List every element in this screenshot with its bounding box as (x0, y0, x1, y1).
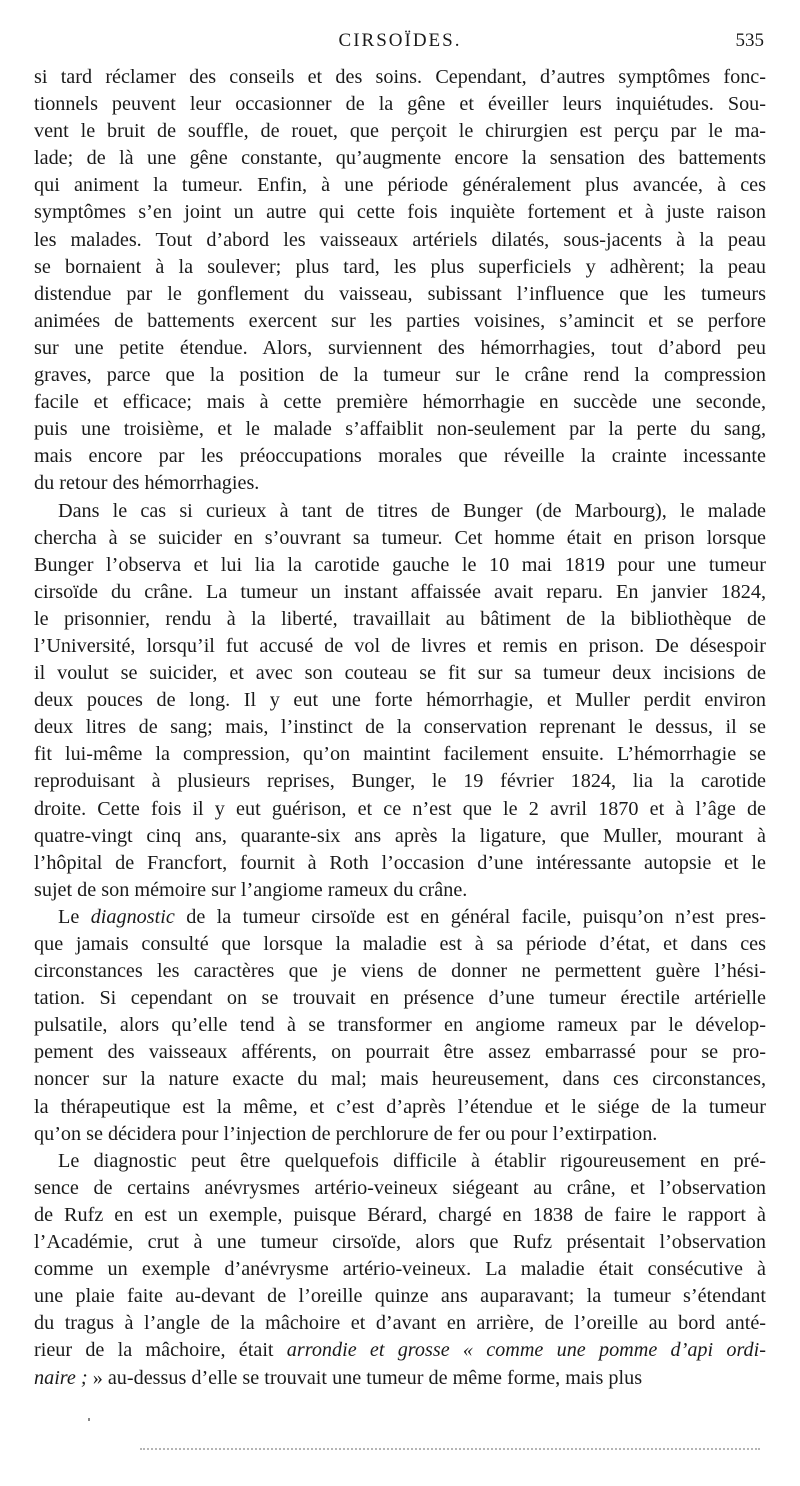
text-line: l’Université, lorsqu’il fut accusé de vol de livres et remis en prison. De désespoir (34, 634, 766, 657)
text-line: l’hôpital de Francfort, fournit à Roth l’occasion d’une intéressante autopsie et le (34, 851, 766, 874)
page-number: 535 (735, 30, 764, 51)
text-line: quatre-vingt cinq ans, quarante-six ans après la ligature, que Muller, mourant à (34, 824, 766, 847)
paragraph-symptoms (34, 64, 766, 498)
text-line: reproduisant à plusieurs reprises, Bunger, le 19 février 1824, lia la carotide (34, 770, 766, 793)
text-line: tation. Si cependant on se trouvait en présence d’une tumeur érectile artérielle (34, 987, 766, 1010)
text-line: qui animent la tumeur. Enfin, à une période généralement plus avancée, à ces (34, 174, 766, 197)
print-speck (88, 1418, 90, 1421)
text-line: pement des vaisseaux afférents, on pourrait être assez embarrassé pour se pro- (34, 1041, 766, 1064)
text-line: comme un exemple d’anévrysme artério-veineux. La maladie était consécutive à (34, 1258, 766, 1281)
text-line: une plaie faite au-devant de l’oreille quinze ans auparavant; la tumeur s’étendant (34, 1285, 766, 1308)
text-line: pulsatile, alors qu’elle tend à se transformer en angiome rameux par le dévelop- (34, 1014, 766, 1037)
text-line: cirsoïde du crâne. La tumeur un instant affaissée avait reparu. En janvier 1824, (34, 580, 766, 603)
text-line: sence de certains anévrysmes artério-veineux siégeant au crâne, et l’observation (34, 1176, 766, 1199)
bottom-print-noise (140, 1448, 760, 1452)
text-line: lade; de là une gêne constante, qu’augmente encore la sensation des battements (34, 147, 766, 170)
text-line: se bornaient à la soulever; plus tard, les plus superficiels y adhèrent; la peau (34, 255, 766, 278)
running-title: CIRSOÏDES. (338, 30, 462, 51)
text-line: naire ; » au-dessus d’elle se trouvait une tumeur de même forme, mais plus (34, 1366, 643, 1389)
text-line: la thérapeutique est la même, et c’est d’après l’étendue et le siége de la tumeur (34, 1095, 766, 1118)
text-line: deux pouces de long. Il y eut une forte hémorrhagie, et Muller perdit environ (34, 689, 766, 712)
text-line: les malades. Tout d’abord les vaisseaux artériels dilatés, sous-jacents à la peau (34, 228, 766, 251)
text-line: distendue par le gonflement du vaisseau, subissant l’influence que les tumeurs (34, 282, 766, 305)
text-line: sur une petite étendue. Alors, surviennent des hémorrhagies, tout d’abord peu (34, 336, 766, 359)
text-line: le prisonnier, rendu à la liberté, travaillait au bâtiment de la bibliothèque de (34, 607, 766, 630)
text-line: Le diagnostic peut être quelquefois difficile à établir rigoureusement en pré- (58, 1149, 766, 1172)
text-line: symptômes s’en joint un autre qui cette fois inquiète fortement et à juste raison (34, 201, 766, 224)
text-line: mais encore par les préoccupations morales que réveille la crainte incessante (34, 445, 766, 468)
text-line: de Rufz en est un exemple, puisque Bérard, chargé en 1838 de faire le rapport à (34, 1203, 766, 1226)
text-line: qu’on se décidera pour l’injection de perchlorure de fer ou pour l’extirpation. (34, 1122, 658, 1145)
text-line: du tragus à l’angle de la mâchoire et d’avant en arrière, de l’oreille au bord anté- (34, 1312, 766, 1335)
text-line: vent le bruit de souffle, de rouet, que perçoit le chirurgien est perçu par le ma- (34, 120, 766, 143)
text-line: il voulut se suicider, et avec son couteau se fit sur sa tumeur deux incisions de (34, 662, 766, 685)
text-line: animées de battements exercent sur les parties voisines, s’amincit et se perfore (34, 309, 766, 332)
body-text (34, 64, 766, 1392)
paragraph-diagnostic (34, 904, 766, 1148)
text-line: Le diagnostic de la tumeur cirsoïde est en général facile, puisqu’on n’est pres- (58, 905, 766, 928)
text-line: l’Académie, crut à une tumeur cirsoïde, alors que Rufz présentait l’observation (34, 1231, 766, 1254)
page-header (0, 30, 800, 60)
text-line: du retour des hémorrhagies. (34, 472, 260, 495)
text-line: chercha à se suicider en s’ouvrant sa tumeur. Cet homme était en prison lorsque (34, 526, 766, 549)
text-line: circonstances les caractères que je viens de donner ne permettent guère l’hési- (34, 960, 766, 983)
text-line: Dans le cas si curieux à tant de titres de Bunger (de Marbourg), le malade (58, 499, 766, 522)
text-line: si tard réclamer des conseils et des soins. Cependant, d’autres symptômes fonc- (34, 66, 766, 88)
text-line: fit lui-même la compression, qu’on maintint facilement ensuite. L’hémorrhagie se (34, 743, 766, 766)
text-line: graves, parce que la position de la tumeur sur le crâne rend la compression (34, 364, 766, 387)
text-line: sujet de son mémoire sur l’angiome rameux du crâne. (34, 878, 468, 901)
paragraph-bunger-case (34, 498, 766, 904)
text-line: rieur de la mâchoire, était arrondie et grosse « comme une pomme d’api ordi- (34, 1339, 766, 1362)
text-line: deux litres de sang; mais, l’instinct de la conservation reprenant le dessus, il se (34, 716, 766, 739)
text-line: droite. Cette fois il y eut guérison, et ce n’est que le 2 avril 1870 et à l’âge de (34, 797, 766, 820)
text-line: que jamais consulté que lorsque la maladie est à sa période d’état, et dans ces (34, 933, 766, 955)
text-line: tionnels peuvent leur occasionner de la gêne et éveiller leurs inquiétudes. Sou- (34, 93, 766, 116)
text-line: Bunger l’observa et lui lia la carotide gauche le 10 mai 1819 pour une tumeur (34, 553, 766, 576)
text-line: noncer sur la nature exacte du mal; mais heureusement, dans ces circonstances, (34, 1068, 766, 1091)
paragraph-differential-diagnosis (34, 1148, 766, 1392)
text-line: puis une troisième, et le malade s’affaiblit non-seulement par la perte du sang, (34, 418, 766, 441)
text-line: facile et efficace; mais à cette première hémorrhagie en succède une seconde, (34, 391, 766, 414)
